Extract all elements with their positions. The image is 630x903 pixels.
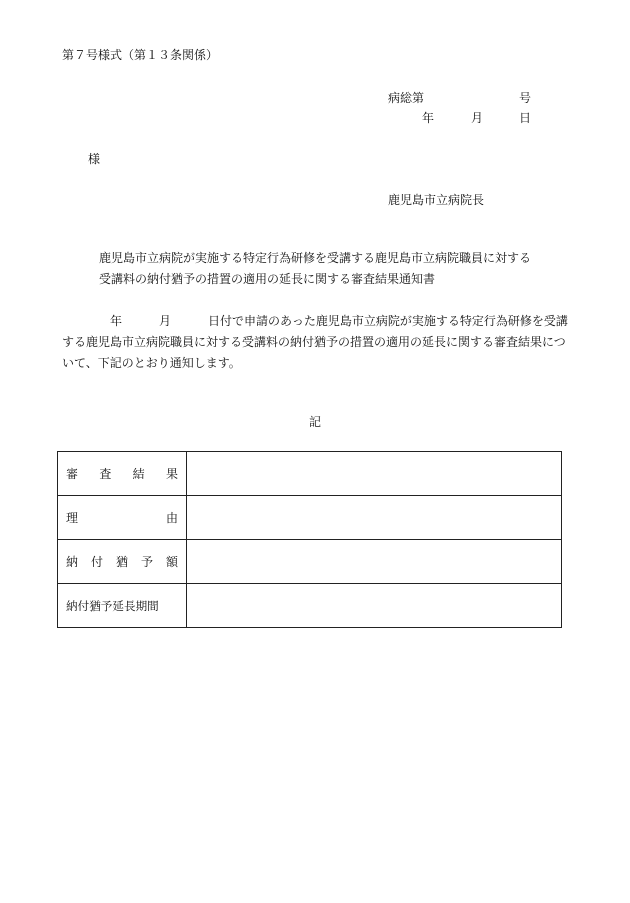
body-month-label: 月 bbox=[159, 314, 172, 328]
form-number: 第７号様式（第１３条関係） bbox=[62, 48, 219, 62]
document-number-prefix: 病総第 bbox=[388, 91, 425, 105]
body-year-label: 年 bbox=[110, 314, 123, 328]
deferral-amount-label: 納付猶予額 bbox=[66, 555, 178, 569]
reason-label: 理由 bbox=[66, 511, 178, 525]
date-month-label: 月 bbox=[471, 111, 484, 125]
reason-value[interactable] bbox=[187, 496, 562, 540]
table-row-review-result bbox=[58, 452, 562, 496]
label-cell bbox=[58, 584, 187, 628]
deferral-extension-period-value[interactable] bbox=[187, 584, 562, 628]
table-row-deferral-extension-period bbox=[58, 584, 562, 628]
deferral-extension-period-label: 納付猶予延長期間 bbox=[66, 598, 159, 613]
deferral-amount-value[interactable] bbox=[187, 540, 562, 584]
review-result-label: 審査結果 bbox=[66, 467, 178, 481]
body-line-2: する鹿児島市立病院職員に対する受講料の納付猶予の措置の適用の延長に関する審査結果につ bbox=[62, 335, 566, 349]
review-result-value[interactable] bbox=[187, 452, 562, 496]
label-cell bbox=[58, 496, 187, 540]
issuer-name: 鹿児島市立病院長 bbox=[388, 193, 485, 207]
addressee-honorific: 様 bbox=[88, 152, 101, 166]
label-cell bbox=[58, 540, 187, 584]
table-row-deferral-amount bbox=[58, 540, 562, 584]
document-number-suffix: 号 bbox=[519, 91, 532, 105]
table-row-reason bbox=[58, 496, 562, 540]
ki-heading: 記 bbox=[309, 415, 322, 429]
date-year-label: 年 bbox=[422, 111, 435, 125]
date-day-label: 日 bbox=[519, 111, 532, 125]
body-line-1 bbox=[62, 315, 582, 327]
body-line-3: いて、下記のとおり通知します。 bbox=[62, 356, 241, 370]
document-title-line-1: 鹿児島市立病院が実施する特定行為研修を受講する鹿児島市立病院職員に対する bbox=[99, 251, 532, 265]
body-line-1-text: 日付で申請のあった鹿児島市立病院が実施する特定行為研修を受講 bbox=[208, 314, 568, 328]
label-cell bbox=[58, 452, 187, 496]
document-title-line-2: 受講料の納付猶予の措置の適用の延長に関する審査結果通知書 bbox=[99, 272, 436, 286]
result-table bbox=[57, 451, 562, 628]
